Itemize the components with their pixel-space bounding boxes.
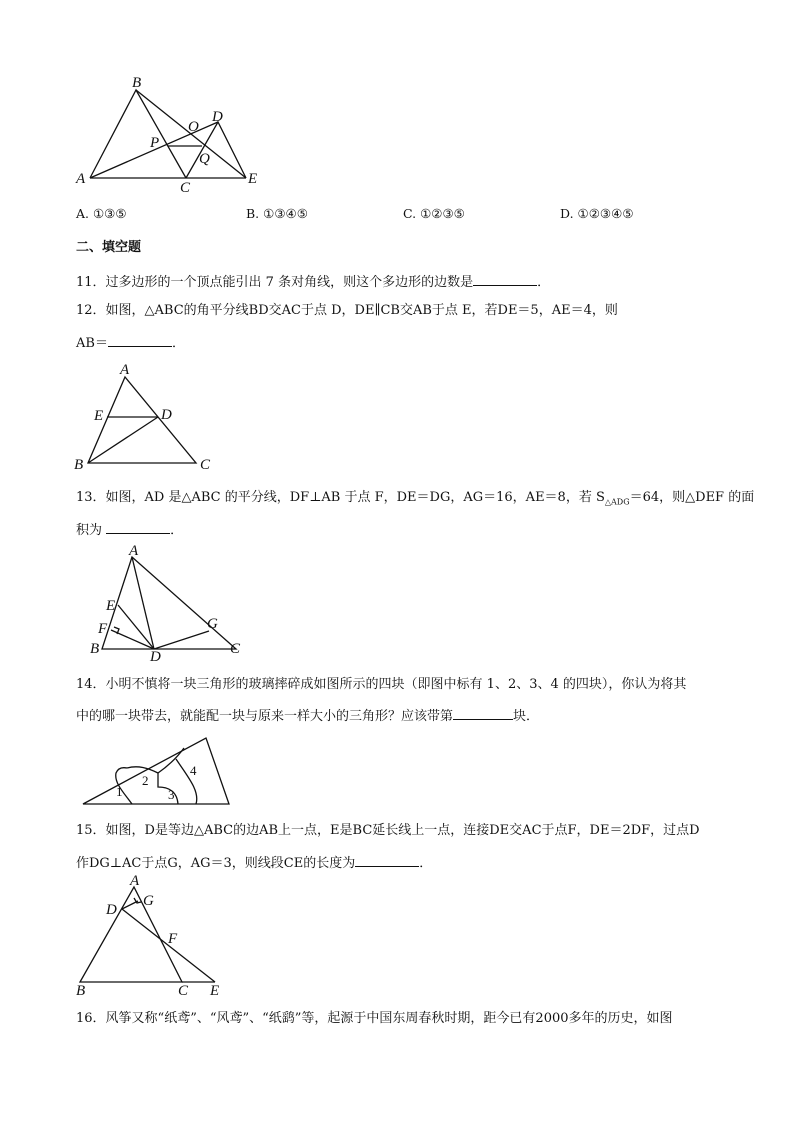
question-12-line2 <box>76 333 185 353</box>
q14-answer-blank[interactable] <box>453 706 513 720</box>
q14-figure <box>80 735 235 810</box>
label-1: 1 <box>116 784 123 799</box>
label-4: 4 <box>190 763 197 778</box>
question-13-line1 <box>76 489 754 512</box>
option-c[interactable]: C. ①②③⑤ <box>403 206 465 221</box>
q14-diagram <box>80 735 235 810</box>
label-e: E <box>106 598 116 614</box>
q15-diagram <box>70 873 235 999</box>
q13-answer-blank[interactable] <box>106 520 170 534</box>
q11-text: 11．过多边形的一个顶点能引出 7 条对角线，则这个多边形的边数是 <box>76 275 474 290</box>
question-11 <box>76 272 550 292</box>
label-a: A <box>76 171 86 187</box>
question-16-line1: 16．风筝又称“纸鸢”、“风鸢”、“纸鹞”等，起源于中国东周春秋时期，距今已有2000多年的历史，如图 <box>76 1011 673 1026</box>
option-d[interactable]: D. ①②③④⑤ <box>560 206 634 221</box>
q11-answer-blank[interactable] <box>473 272 537 286</box>
label-d: D <box>150 649 161 665</box>
q15-figure <box>70 873 235 999</box>
q15-prefix: 作DG⊥AC于点G，AG＝3，则线段CE的长度为 <box>76 856 356 871</box>
label-g: G <box>207 616 218 632</box>
triangle-abc <box>88 377 196 463</box>
label-g: G <box>143 893 154 909</box>
option-a[interactable]: A. ①③⑤ <box>76 206 127 221</box>
question-14-line1: 14．小明不慎将一块三角形的玻璃摔碎成如图所示的四块（即图中标有 1、2、3、4 的四块），你认为将其 <box>76 677 687 692</box>
label-2: 2 <box>142 773 149 788</box>
label-d: D <box>212 109 223 125</box>
q11-end: ． <box>537 275 551 290</box>
question-12-line1: 12．如图，△ABC的角平分线BD交AC于点 D，DE∥CB交AB于点 E，若DE＝5，AE＝4，则 <box>76 303 618 318</box>
q13-text-b: ＝64，则△DEF 的面 <box>629 490 755 505</box>
question-14-line2 <box>76 706 539 726</box>
q13-prefix: 积为 <box>76 523 107 538</box>
q12-end: ． <box>171 336 185 351</box>
label-d: D <box>161 407 172 423</box>
label-c: C <box>230 641 241 657</box>
label-b: B <box>76 983 86 999</box>
q10-figure <box>70 75 270 195</box>
q12-diagram <box>70 360 220 475</box>
label-f: F <box>168 931 178 947</box>
q15-answer-blank[interactable] <box>355 853 419 867</box>
q12-prefix: AB＝ <box>76 336 108 351</box>
q14-prefix: 中的哪一块带去，就能配一块与原来一样大小的三角形？应该带第 <box>76 709 454 724</box>
q12-answer-blank[interactable] <box>108 333 172 347</box>
label-a: A <box>120 362 130 378</box>
broken-triangle <box>83 738 229 804</box>
question-13-line2 <box>76 520 183 540</box>
label-e: E <box>94 408 104 424</box>
q12-figure <box>70 360 220 475</box>
label-c: C <box>180 180 191 196</box>
q13-text-a: 13．如图，AD 是△ABC 的平分线，DF⊥AB 于点 F，DE＝DG，AG＝16，AE＝8，若 S <box>76 490 605 505</box>
question-15-line1: 15．如图，D是等边△ABC的边AB上一点，E是BC延长线上一点，连接DE交AC于点F，DE＝2DF，过点D <box>76 823 700 838</box>
q13-end: ． <box>170 523 184 538</box>
label-c: C <box>200 457 211 473</box>
label-e: E <box>210 983 220 999</box>
label-b: B <box>74 457 84 473</box>
label-3: 3 <box>168 787 175 802</box>
section-title: 二、填空题 <box>76 240 142 255</box>
label-b: B <box>132 75 142 91</box>
label-f: F <box>98 621 108 637</box>
label-d: D <box>106 902 117 918</box>
label-o: O <box>188 119 199 135</box>
label-a: A <box>130 873 140 889</box>
triangle-abc <box>80 887 182 982</box>
option-b[interactable]: B. ①③④⑤ <box>246 206 308 221</box>
triangle-abc <box>90 90 186 178</box>
label-q: Q <box>199 151 210 167</box>
q14-end: 块． <box>513 709 540 724</box>
segment-dg <box>154 631 209 649</box>
q13-figure <box>84 543 254 665</box>
q15-end: ． <box>419 856 433 871</box>
label-c: C <box>178 983 189 999</box>
label-a: A <box>129 543 139 559</box>
label-p: P <box>150 135 160 151</box>
question-15-line2 <box>76 853 432 873</box>
q13-area-subscript: △ADG <box>604 497 630 507</box>
label-e: E <box>248 171 258 187</box>
q13-diagram <box>84 543 254 665</box>
q10-diagram <box>70 75 270 195</box>
label-b: B <box>90 641 100 657</box>
